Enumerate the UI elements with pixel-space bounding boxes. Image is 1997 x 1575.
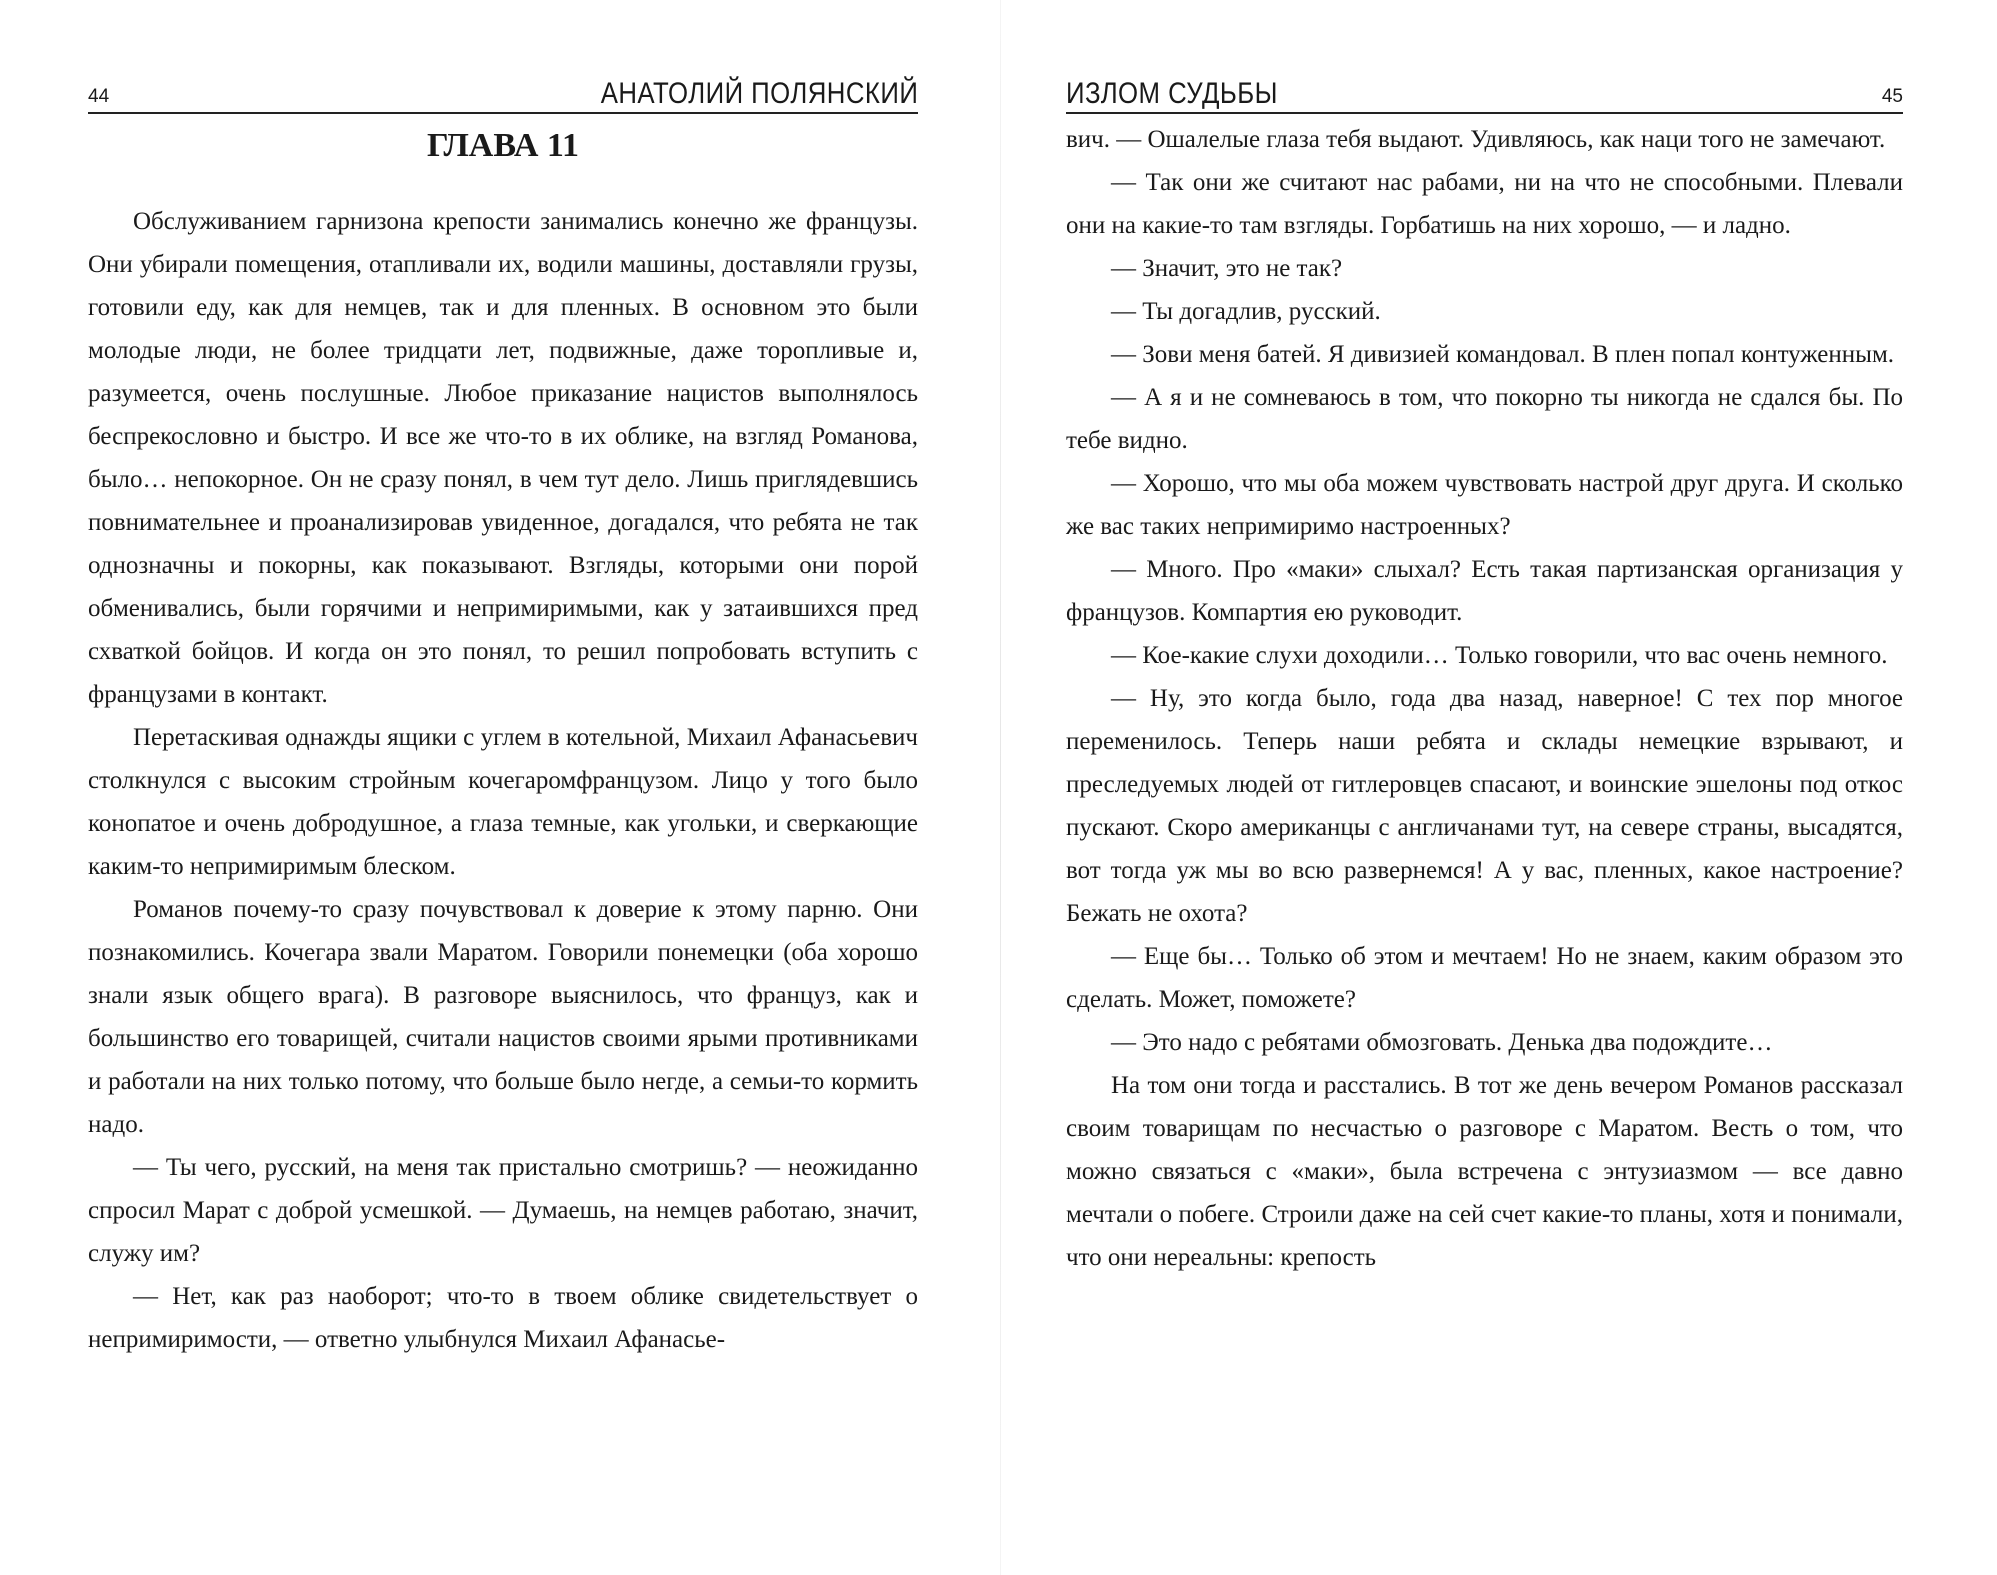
paragraph: — Это надо с ребятами обмозговать. Денька два подождите…: [1111, 1029, 1773, 1056]
book-title-running-head: ИЗЛОМ СУДЬБЫ: [1066, 77, 1278, 110]
right-page-number: 45: [1881, 86, 1903, 107]
right-running-header: [1066, 68, 1903, 114]
paragraph: На том они тогда и расстались. В тот же день вечером Романов рассказал своим товарищам по несчастью о разговоре с Маратом. Весть о том, что можно связаться с «маки», была встречена с энтузиазмом — все давно мечтали о побеге. Строили даже на сей счет какие-то планы, хотя и понимали, что они нереальны: крепость: [1066, 1072, 1903, 1271]
author-running-head: АНАТОЛИЙ ПОЛЯНСКИЙ: [600, 77, 918, 110]
paragraph: Романов почему-то сразу почувствовал к доверие к этому парню. Они познакомились. Кочегара звали Маратом. Говорили понемецки (оба хорошо знали язык общего врага). В разговоре выяснилось, что француз, как и большинство его товарищей, считали нацистов своими ярыми противниками и работали на них только потому, что больше было негде, а семьи-то кормить надо.: [88, 896, 918, 1138]
paragraph: — Хорошо, что мы оба можем чувствовать настрой друг друга. И сколько же вас таких непримиримо настроенных?: [1066, 470, 1903, 540]
paragraph: — Еще бы… Только об этом и мечтаем! Но не знаем, каким образом это сделать. Может, поможете?: [1066, 943, 1903, 1013]
right-page-body: [1066, 118, 1903, 1279]
paragraph: — Нет, как раз наоборот; что-то в твоем облике свидетельствует о непримиримости, — ответно улыбнулся Михаил Афанасье-: [88, 1283, 918, 1353]
left-page-number: 44: [88, 86, 110, 107]
left-running-header: [88, 68, 918, 114]
left-page-body: [88, 200, 918, 1361]
paragraph: — Значит, это не так?: [1111, 255, 1343, 282]
paragraph: — Ты чего, русский, на меня так пристально смотришь? — неожиданно спросил Марат с доброй усмешкой. — Думаешь, на немцев работаю, значит, служу им?: [88, 1154, 918, 1267]
paragraph: — Много. Про «маки» слыхал? Есть такая партизанская организация у французов. Компартия ею руководит.: [1066, 556, 1903, 626]
chapter-title: ГЛАВА 11: [426, 127, 580, 164]
paragraph: — Так они же считают нас рабами, ни на что не способными. Плевали они на какие-то там взгляды. Горбатишь на них хорошо, — и ладно.: [1066, 169, 1903, 239]
continuation-paragraph: вич. — Ошалелые глаза тебя выдают. Удивляюсь, как наци того не замечают.: [1066, 126, 1886, 153]
paragraph: Перетаскивая однажды ящики с углем в котельной, Михаил Афанасьевич столкнулся с высоким стройным кочегаромфранцузом. Лицо у того было конопатое и очень добродушное, а глаза темные, как угольки, и сверкающие каким-то непримиримым блеском.: [88, 724, 918, 880]
paragraph: — Зови меня батей. Я дивизией командовал. В плен попал контуженным.: [1111, 341, 1895, 368]
paragraph: — Кое-какие слухи доходили… Только говорили, что вас очень немного.: [1111, 642, 1888, 669]
paragraph: — Ты догадлив, русский.: [1111, 298, 1381, 325]
paragraph: — Ну, это когда было, года два назад, наверное! С тех пор многое переменилось. Теперь наши ребята и склады немецкие взрывают, и преследуемых людей от гитлеровцев спасают, и воинские эшелоны под откос пускают. Скоро американцы с англичанами тут, на севере страны, высадятся, вот тогда уж мы во всю развернемся! А у вас, пленных, какое настроение? Бежать не охота?: [1066, 685, 1903, 927]
paragraph: — А я и не сомневаюсь в том, что покорно ты никогда не сдался бы. По тебе видно.: [1066, 384, 1903, 454]
paragraph: Обслуживанием гарнизона крепости занимались конечно же французы. Они убирали помещения, отапливали их, водили машины, доставляли грузы, готовили еду, как для немцев, так и для пленных. В основном это были молодые люди, не более тридцати лет, подвижные, даже торопливые и, разумеется, очень послушные. Любое приказание нацистов выполнялось беспрекословно и быстро. И все же что-то в их облике, на взгляд Романова, было… непокорное. Он не сразу понял, в чем тут дело. Лишь приглядевшись повнимательнее и проанализировав увиденное, догадался, что ребята не так однозначны и покорны, как показывают. Взгляды, которыми они порой обменивались, были горячими и непримиримыми, как у затаившихся пред схваткой бойцов. И когда он это понял, то решил попробовать вступить с французами в контакт.: [88, 208, 918, 708]
right-page: [1000, 0, 1997, 1575]
